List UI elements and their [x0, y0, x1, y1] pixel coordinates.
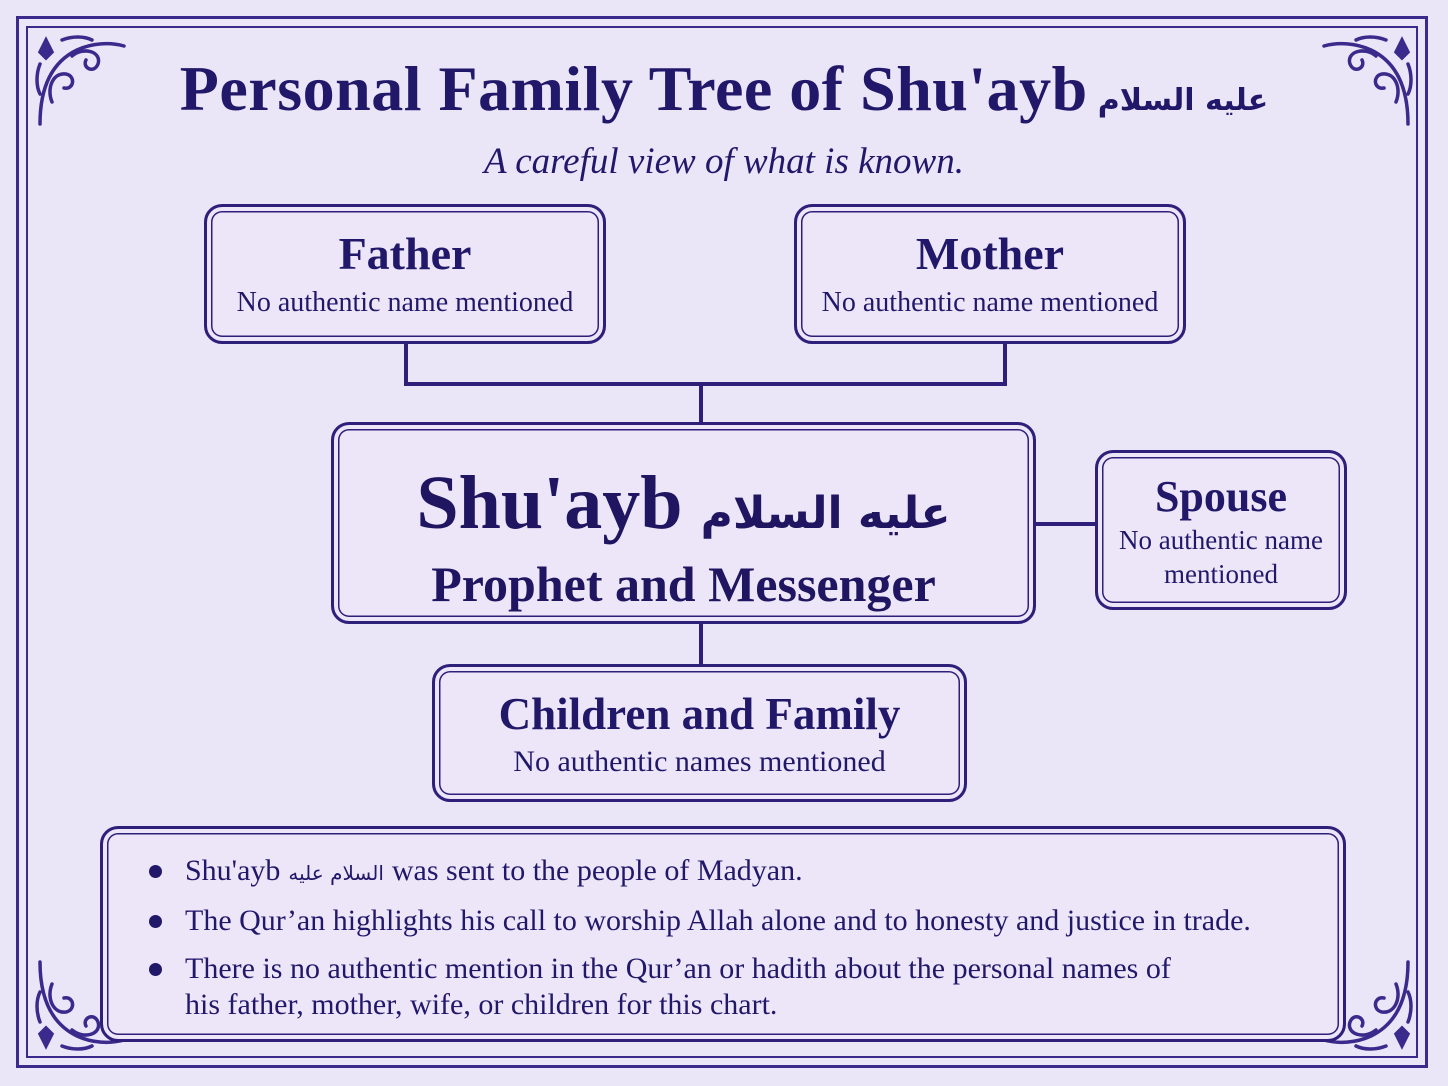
note-1-arabic: السلام عليه: [288, 861, 384, 885]
page-title-text: Personal Family Tree of Shu'ayb: [179, 53, 1088, 124]
connector-parents-to-main: [699, 382, 703, 424]
mother-label: Mother: [915, 228, 1065, 279]
page-title: [0, 52, 1448, 126]
mother-note: No authentic name mentioned: [821, 287, 1159, 318]
note-1-text: was sent to the people of Madyan.: [391, 854, 803, 887]
father-box: [204, 204, 606, 344]
spouse-label: Spouse: [1154, 472, 1288, 521]
notes-list: [143, 853, 1251, 1035]
spouse-note: No authentic name mentioned: [1119, 525, 1323, 589]
bullet-icon: [149, 865, 162, 878]
connector-main-to-children: [699, 624, 703, 666]
notes-box: [100, 826, 1346, 1042]
note-item-3: [143, 951, 1205, 1023]
page-title-arabic: عليه السلام: [1097, 83, 1269, 118]
father-label: Father: [338, 228, 472, 279]
note-3-text: There is no authentic mention in the Qur’an or hadith about the personal names of his father, mother, wife, or children for this chart.: [185, 952, 1171, 1021]
children-box: [432, 664, 967, 802]
spouse-box: [1095, 450, 1347, 610]
note-item-1: [143, 853, 1251, 891]
connector-mother-down: [1003, 344, 1007, 386]
prophet-name: [334, 461, 1033, 556]
prophet-box: [331, 422, 1036, 624]
page-subtitle: A careful view of what is known.: [484, 141, 964, 182]
bullet-icon: [149, 915, 162, 928]
mother-box: [794, 204, 1186, 344]
note-2-text: The Qur’an highlights his call to worship Allah alone and to honesty and justice in trade.: [185, 904, 1251, 937]
note-item-2: [143, 903, 1251, 939]
connector-main-to-spouse: [1036, 522, 1096, 526]
father-note: No authentic name mentioned: [236, 287, 574, 318]
note-1-name: Shu'ayb: [185, 854, 281, 887]
connector-father-down: [404, 344, 408, 386]
connector-parents-horizontal: [404, 382, 1007, 386]
prophet-name-text: Shu'ayb: [416, 461, 683, 545]
children-label: Children and Family: [498, 689, 901, 739]
children-note: No authentic names mentioned: [513, 745, 886, 778]
prophet-name-arabic: عليه السلام: [700, 488, 951, 539]
prophet-role: Prophet and Messenger: [431, 556, 936, 612]
bullet-icon: [149, 963, 162, 976]
